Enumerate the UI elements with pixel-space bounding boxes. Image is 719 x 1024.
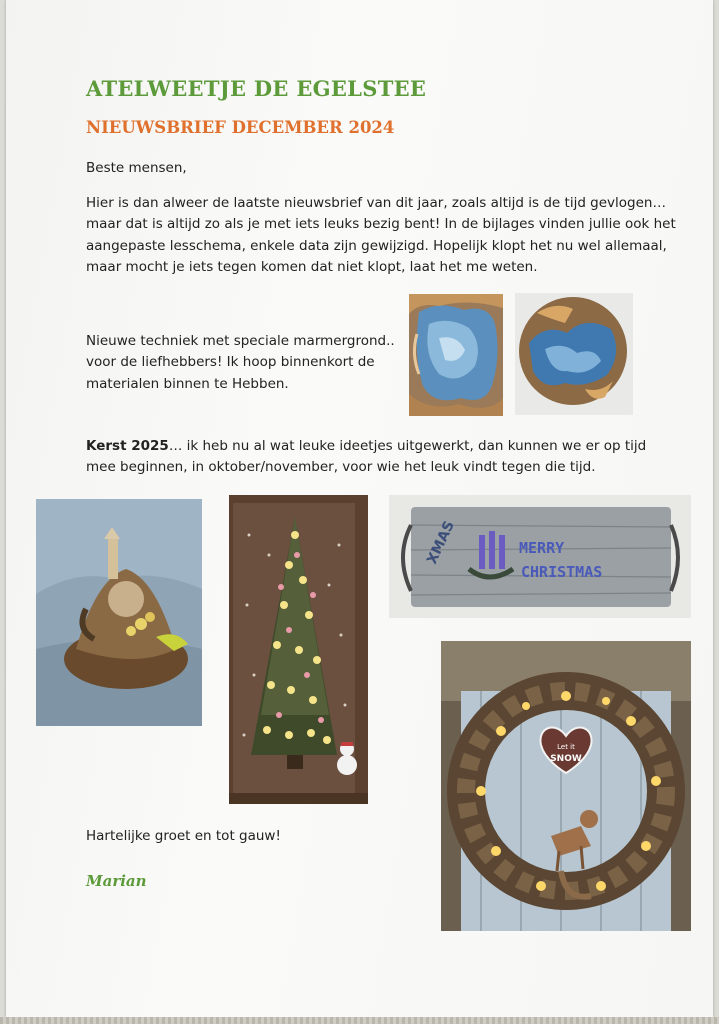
christmas-arrangement-photo bbox=[36, 499, 202, 726]
greeting: Beste mensen, bbox=[86, 160, 187, 176]
tray-merry-text: MERRY bbox=[519, 539, 565, 557]
christmas-paragraph bbox=[86, 436, 656, 479]
table-edge bbox=[0, 1017, 719, 1024]
christmas-heading: Kerst 2025 bbox=[86, 438, 169, 454]
merry-christmas-tray-photo bbox=[389, 495, 691, 618]
technique-paragraph: Nieuwe techniek met speciale marmergrond.. voor de liefhebbers! Ik hoop binnenkort de materialen binnen te Hebben. bbox=[86, 333, 395, 392]
tray-xmas-text: XMAS bbox=[424, 518, 458, 567]
tray-christmas-text: CHRISTMAS bbox=[521, 563, 603, 581]
heart-let-it-text: Let it bbox=[557, 743, 575, 751]
christmas-text: … ik heb nu al wat leuke ideetjes uitgewerkt, dan kunnen we er op tijd mee beginnen, in oktober/november, voor wie het leuk vindt tegen die tijd. bbox=[86, 438, 647, 476]
heart-snow-text: SNOW bbox=[550, 754, 582, 764]
christmas-tree-photo bbox=[229, 495, 368, 804]
wreath-photo bbox=[441, 641, 691, 931]
newsletter-subtitle: NIEUWSBRIEF DECEMBER 2024 bbox=[86, 118, 395, 137]
newsletter-title: ATELWEETJE DE EGELSTEE bbox=[86, 76, 427, 101]
marble-square-photo bbox=[409, 294, 503, 416]
marble-round-photo bbox=[515, 293, 633, 415]
signature: Marian bbox=[86, 872, 147, 890]
closing-line: Hartelijke groet en tot gauw! bbox=[86, 828, 281, 844]
intro-paragraph: Hier is dan alweer de laatste nieuwsbrief van dit jaar, zoals altijd is de tijd gevlogen… maar dat is altijd zo als je met iets leuks bezig bent! In de bijlages vinden jullie ook het aangepaste lesschema, enkele data zijn gewijzigd. Hopelijk klopt het nu wel allemaal, maar mocht je iets tegen komen dat niet klopt, laat het me weten. bbox=[86, 195, 676, 276]
